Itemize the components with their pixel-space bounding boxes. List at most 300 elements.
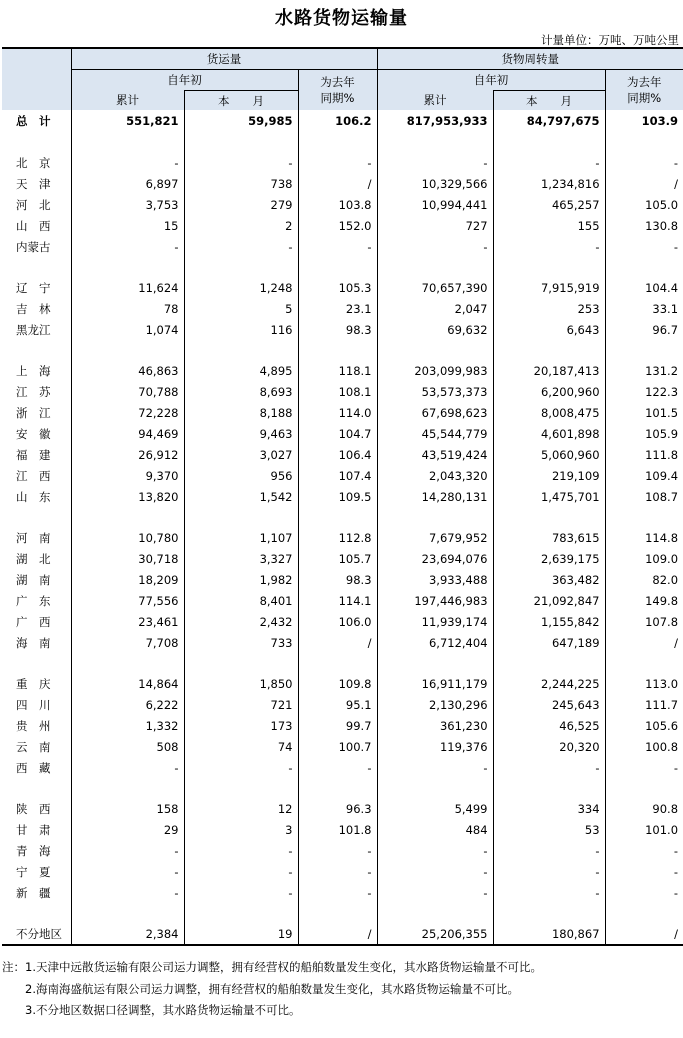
turnover-yoy-cell: 101.0 bbox=[605, 819, 683, 840]
region-name: 山 东 bbox=[16, 489, 51, 504]
turnover-yoy-cell: 101.5 bbox=[605, 402, 683, 423]
region-name: 西 藏 bbox=[16, 760, 51, 775]
table-row bbox=[2, 840, 683, 861]
freight-yoy-cell: / bbox=[298, 632, 377, 653]
region-name: 山 西 bbox=[16, 218, 51, 233]
region-name: 辽 宁 bbox=[16, 280, 51, 295]
region-name: 吉 林 bbox=[16, 301, 51, 316]
freight-yoy-cell: 109.8 bbox=[298, 673, 377, 694]
table-row bbox=[2, 819, 683, 840]
spacer-cell bbox=[2, 778, 71, 798]
turnover-yoy-cell: 111.7 bbox=[605, 694, 683, 715]
region-name: 上 海 bbox=[16, 363, 51, 378]
page-title: 水路货物运输量 bbox=[275, 8, 408, 29]
footnote-2: 2.海南海盛航运有限公司运力调整，拥有经营权的船舶数量发生变化，其水路货物运输量不可比。 bbox=[2, 981, 519, 996]
region-name: 湖 北 bbox=[16, 551, 51, 566]
freight-ytd-cell: 18,209 bbox=[71, 569, 184, 590]
header-yoy-line2: 同期% bbox=[320, 91, 355, 105]
turnover-month-cell: 84,797,675 bbox=[493, 110, 605, 132]
spacer-row bbox=[2, 903, 683, 923]
freight-month-cell: 116 bbox=[184, 319, 298, 340]
freight-yoy-cell: 152.0 bbox=[298, 215, 377, 236]
freight-yoy-cell: - bbox=[298, 757, 377, 778]
table-row bbox=[2, 402, 683, 423]
region-name: 内蒙古 bbox=[16, 239, 51, 254]
freight-yoy-cell: 105.3 bbox=[298, 277, 377, 298]
freight-yoy-cell: 96.3 bbox=[298, 798, 377, 819]
table-row bbox=[2, 194, 683, 215]
footnote-1: 注：1.天津中远散货运输有限公司运力调整，拥有经营权的船舶数量发生变化，其水路货物运输量不可比。 bbox=[2, 960, 542, 974]
turnover-month-cell: - bbox=[493, 152, 605, 173]
turnover-ytd-cell: 25,206,355 bbox=[377, 923, 493, 945]
freight-yoy-cell: 100.7 bbox=[298, 736, 377, 757]
table-row bbox=[2, 923, 683, 945]
header-freight-ytd: 自年初 bbox=[71, 70, 298, 91]
spacer-cell bbox=[298, 340, 377, 360]
turnover-yoy-cell: - bbox=[605, 861, 683, 882]
spacer-cell bbox=[184, 903, 298, 923]
table-row bbox=[2, 798, 683, 819]
turnover-yoy-cell: / bbox=[605, 632, 683, 653]
table-row bbox=[2, 569, 683, 590]
freight-ytd-cell: 94,469 bbox=[71, 423, 184, 444]
header-turnover-ytd: 自年初 bbox=[377, 70, 605, 91]
region-name: 陕 西 bbox=[16, 801, 51, 816]
region-name: 黑龙江 bbox=[16, 322, 51, 337]
turnover-ytd-cell: - bbox=[377, 861, 493, 882]
spacer-cell bbox=[2, 903, 71, 923]
turnover-yoy-cell: 33.1 bbox=[605, 298, 683, 319]
turnover-yoy-cell: 130.8 bbox=[605, 215, 683, 236]
turnover-ytd-cell: 10,994,441 bbox=[377, 194, 493, 215]
freight-ytd-cell: 551,821 bbox=[71, 110, 184, 132]
freight-yoy-cell: 108.1 bbox=[298, 381, 377, 402]
spacer-cell bbox=[184, 653, 298, 673]
footnote-3: 3.不分地区数据口径调整，其水路货物运输量不可比。 bbox=[2, 1003, 301, 1017]
freight-ytd-cell: 1,074 bbox=[71, 319, 184, 340]
turnover-ytd-cell: 2,047 bbox=[377, 298, 493, 319]
table-row bbox=[2, 757, 683, 778]
spacer-cell bbox=[298, 778, 377, 798]
turnover-ytd-cell: 727 bbox=[377, 215, 493, 236]
region-name: 甘 肃 bbox=[16, 822, 51, 837]
turnover-ytd-cell: - bbox=[377, 840, 493, 861]
freight-yoy-cell: 106.2 bbox=[298, 110, 377, 132]
table-row bbox=[2, 486, 683, 507]
turnover-ytd-cell: - bbox=[377, 882, 493, 903]
table-row bbox=[2, 152, 683, 173]
turnover-month-cell: 20,320 bbox=[493, 736, 605, 757]
spacer-cell bbox=[493, 653, 605, 673]
freight-month-cell: 5 bbox=[184, 298, 298, 319]
freight-ytd-cell: - bbox=[71, 861, 184, 882]
region-name: 江 苏 bbox=[16, 384, 51, 399]
turnover-yoy-cell: 109.4 bbox=[605, 465, 683, 486]
freight-month-cell: 8,401 bbox=[184, 590, 298, 611]
freight-yoy-cell: 105.7 bbox=[298, 548, 377, 569]
turnover-ytd-cell: 3,933,488 bbox=[377, 569, 493, 590]
freight-yoy-cell: 107.4 bbox=[298, 465, 377, 486]
freight-month-cell: 12 bbox=[184, 798, 298, 819]
spacer-cell bbox=[298, 257, 377, 277]
freight-yoy-cell: / bbox=[298, 173, 377, 194]
spacer-cell bbox=[605, 132, 683, 152]
turnover-yoy-cell: 109.0 bbox=[605, 548, 683, 569]
spacer-cell bbox=[605, 778, 683, 798]
turnover-month-cell: 253 bbox=[493, 298, 605, 319]
table-row bbox=[2, 694, 683, 715]
turnover-yoy-cell: 96.7 bbox=[605, 319, 683, 340]
region-name: 江 西 bbox=[16, 468, 51, 483]
freight-yoy-cell: 106.4 bbox=[298, 444, 377, 465]
turnover-ytd-cell: - bbox=[377, 152, 493, 173]
turnover-month-cell: 647,189 bbox=[493, 632, 605, 653]
spacer-cell bbox=[377, 653, 493, 673]
freight-yoy-cell: 106.0 bbox=[298, 611, 377, 632]
spacer-cell bbox=[184, 778, 298, 798]
turnover-month-cell: 2,639,175 bbox=[493, 548, 605, 569]
freight-yoy-cell: - bbox=[298, 236, 377, 257]
freight-month-cell: 1,982 bbox=[184, 569, 298, 590]
freight-ytd-cell: 11,624 bbox=[71, 277, 184, 298]
spacer-cell bbox=[2, 653, 71, 673]
table-row bbox=[2, 298, 683, 319]
turnover-month-cell: 46,525 bbox=[493, 715, 605, 736]
region-name: 浙 江 bbox=[16, 405, 51, 420]
freight-month-cell: 721 bbox=[184, 694, 298, 715]
spacer-cell bbox=[377, 507, 493, 527]
spacer-cell bbox=[377, 257, 493, 277]
spacer-cell bbox=[377, 132, 493, 152]
spacer-cell bbox=[184, 257, 298, 277]
turnover-yoy-cell: 104.4 bbox=[605, 277, 683, 298]
turnover-month-cell: 53 bbox=[493, 819, 605, 840]
freight-ytd-cell: 9,370 bbox=[71, 465, 184, 486]
turnover-yoy-cell: - bbox=[605, 236, 683, 257]
spacer-row bbox=[2, 257, 683, 277]
turnover-yoy-cell: 103.9 bbox=[605, 110, 683, 132]
turnover-month-cell: 155 bbox=[493, 215, 605, 236]
freight-month-cell: 59,985 bbox=[184, 110, 298, 132]
turnover-ytd-cell: 6,712,404 bbox=[377, 632, 493, 653]
freight-ytd-cell: 14,864 bbox=[71, 673, 184, 694]
freight-table bbox=[2, 47, 683, 946]
freight-yoy-cell: 23.1 bbox=[298, 298, 377, 319]
turnover-yoy-cell: 108.7 bbox=[605, 486, 683, 507]
turnover-ytd-cell: 197,446,983 bbox=[377, 590, 493, 611]
table-row bbox=[2, 423, 683, 444]
freight-month-cell: 19 bbox=[184, 923, 298, 945]
turnover-yoy-cell: 105.0 bbox=[605, 194, 683, 215]
freight-yoy-cell: / bbox=[298, 923, 377, 945]
turnover-yoy-cell: / bbox=[605, 923, 683, 945]
freight-ytd-cell: 26,912 bbox=[71, 444, 184, 465]
spacer-cell bbox=[71, 257, 184, 277]
turnover-yoy-cell: 100.8 bbox=[605, 736, 683, 757]
freight-month-cell: 4,895 bbox=[184, 360, 298, 381]
spacer-cell bbox=[71, 132, 184, 152]
turnover-yoy-cell: 114.8 bbox=[605, 527, 683, 548]
region-name: 重 庆 bbox=[16, 676, 51, 691]
spacer-cell bbox=[298, 653, 377, 673]
table-row bbox=[2, 465, 683, 486]
turnover-yoy-cell: 105.9 bbox=[605, 423, 683, 444]
freight-ytd-cell: 6,897 bbox=[71, 173, 184, 194]
freight-yoy-cell: - bbox=[298, 840, 377, 861]
freight-yoy-cell: 114.1 bbox=[298, 590, 377, 611]
turnover-month-cell: - bbox=[493, 757, 605, 778]
turnover-ytd-cell: - bbox=[377, 236, 493, 257]
spacer-cell bbox=[493, 132, 605, 152]
turnover-month-cell: 1,234,816 bbox=[493, 173, 605, 194]
region-name: 海 南 bbox=[16, 635, 51, 650]
turnover-ytd-cell: 2,130,296 bbox=[377, 694, 493, 715]
turnover-month-cell: 4,601,898 bbox=[493, 423, 605, 444]
freight-month-cell: 1,107 bbox=[184, 527, 298, 548]
freight-month-cell: 2,432 bbox=[184, 611, 298, 632]
turnover-month-cell: 363,482 bbox=[493, 569, 605, 590]
table-row bbox=[2, 173, 683, 194]
freight-yoy-cell: 98.3 bbox=[298, 569, 377, 590]
region-name: 云 南 bbox=[16, 739, 51, 754]
spacer-cell bbox=[493, 507, 605, 527]
freight-yoy-cell: 109.5 bbox=[298, 486, 377, 507]
freight-ytd-cell: 15 bbox=[71, 215, 184, 236]
header-turnover: 货物周转量 bbox=[377, 48, 683, 70]
region-name: 安 徽 bbox=[16, 426, 51, 441]
turnover-ytd-cell: 119,376 bbox=[377, 736, 493, 757]
freight-month-cell: 74 bbox=[184, 736, 298, 757]
header-turnover-cumulative: 累计 bbox=[377, 91, 493, 111]
turnover-ytd-cell: 67,698,623 bbox=[377, 402, 493, 423]
spacer-cell bbox=[2, 340, 71, 360]
spacer-cell bbox=[71, 778, 184, 798]
table-row bbox=[2, 360, 683, 381]
turnover-month-cell: 2,244,225 bbox=[493, 673, 605, 694]
spacer-row bbox=[2, 132, 683, 152]
turnover-yoy-cell: 90.8 bbox=[605, 798, 683, 819]
freight-ytd-cell: 78 bbox=[71, 298, 184, 319]
turnover-ytd-cell: 203,099,983 bbox=[377, 360, 493, 381]
unit-label: 计量单位：万吨、万吨公里 bbox=[541, 33, 679, 47]
spacer-cell bbox=[71, 653, 184, 673]
freight-ytd-cell: - bbox=[71, 882, 184, 903]
header-yoy-line1: 为去年 bbox=[320, 75, 355, 89]
spacer-cell bbox=[377, 340, 493, 360]
freight-month-cell: - bbox=[184, 152, 298, 173]
freight-ytd-cell: 72,228 bbox=[71, 402, 184, 423]
freight-ytd-cell: 23,461 bbox=[71, 611, 184, 632]
table-row bbox=[2, 882, 683, 903]
table-row bbox=[2, 277, 683, 298]
freight-month-cell: 3 bbox=[184, 819, 298, 840]
table-row bbox=[2, 527, 683, 548]
region-name: 总 计 bbox=[16, 114, 51, 128]
turnover-yoy-cell: 122.3 bbox=[605, 381, 683, 402]
turnover-ytd-cell: - bbox=[377, 757, 493, 778]
freight-month-cell: 173 bbox=[184, 715, 298, 736]
region-name: 青 海 bbox=[16, 843, 51, 858]
spacer-cell bbox=[605, 340, 683, 360]
table-row bbox=[2, 548, 683, 569]
freight-month-cell: 8,188 bbox=[184, 402, 298, 423]
spacer-cell bbox=[605, 507, 683, 527]
freight-ytd-cell: 30,718 bbox=[71, 548, 184, 569]
freight-ytd-cell: 508 bbox=[71, 736, 184, 757]
freight-yoy-cell: 103.8 bbox=[298, 194, 377, 215]
turnover-ytd-cell: 43,519,424 bbox=[377, 444, 493, 465]
header-turnover-month: 本 月 bbox=[493, 91, 605, 111]
turnover-ytd-cell: 7,679,952 bbox=[377, 527, 493, 548]
turnover-month-cell: 7,915,919 bbox=[493, 277, 605, 298]
freight-ytd-cell: - bbox=[71, 236, 184, 257]
turnover-month-cell: 180,867 bbox=[493, 923, 605, 945]
region-name: 天 津 bbox=[16, 176, 51, 191]
turnover-ytd-cell: 70,657,390 bbox=[377, 277, 493, 298]
freight-month-cell: 3,327 bbox=[184, 548, 298, 569]
spacer-row bbox=[2, 778, 683, 798]
turnover-month-cell: 219,109 bbox=[493, 465, 605, 486]
turnover-yoy-cell: 107.8 bbox=[605, 611, 683, 632]
spacer-cell bbox=[298, 132, 377, 152]
spacer-cell bbox=[184, 340, 298, 360]
spacer-cell bbox=[298, 903, 377, 923]
turnover-month-cell: 5,060,960 bbox=[493, 444, 605, 465]
freight-month-cell: - bbox=[184, 840, 298, 861]
table-row bbox=[2, 590, 683, 611]
spacer-cell bbox=[493, 903, 605, 923]
freight-month-cell: - bbox=[184, 236, 298, 257]
freight-yoy-cell: 104.7 bbox=[298, 423, 377, 444]
spacer-row bbox=[2, 340, 683, 360]
freight-month-cell: - bbox=[184, 882, 298, 903]
freight-ytd-cell: 158 bbox=[71, 798, 184, 819]
spacer-cell bbox=[184, 507, 298, 527]
region-name: 河 北 bbox=[16, 197, 51, 212]
turnover-month-cell: 6,643 bbox=[493, 319, 605, 340]
spacer-cell bbox=[2, 507, 71, 527]
spacer-row bbox=[2, 653, 683, 673]
freight-ytd-cell: 1,332 bbox=[71, 715, 184, 736]
turnover-month-cell: - bbox=[493, 861, 605, 882]
freight-ytd-cell: - bbox=[71, 757, 184, 778]
turnover-yoy-cell: 105.6 bbox=[605, 715, 683, 736]
table-row bbox=[2, 715, 683, 736]
freight-ytd-cell: 70,788 bbox=[71, 381, 184, 402]
turnover-month-cell: 20,187,413 bbox=[493, 360, 605, 381]
table-row bbox=[2, 673, 683, 694]
freight-yoy-cell: 101.8 bbox=[298, 819, 377, 840]
spacer-cell bbox=[493, 257, 605, 277]
turnover-ytd-cell: 45,544,779 bbox=[377, 423, 493, 444]
turnover-month-cell: 783,615 bbox=[493, 527, 605, 548]
table-row bbox=[2, 319, 683, 340]
freight-month-cell: 8,693 bbox=[184, 381, 298, 402]
freight-yoy-cell: 99.7 bbox=[298, 715, 377, 736]
turnover-month-cell: 1,155,842 bbox=[493, 611, 605, 632]
table-header bbox=[2, 48, 683, 110]
region-name: 不分地区 bbox=[2, 923, 71, 945]
freight-ytd-cell: - bbox=[71, 840, 184, 861]
turnover-ytd-cell: 11,939,174 bbox=[377, 611, 493, 632]
region-name: 广 东 bbox=[16, 593, 51, 608]
freight-ytd-cell: 3,753 bbox=[71, 194, 184, 215]
turnover-ytd-cell: 5,499 bbox=[377, 798, 493, 819]
turnover-yoy-cell: - bbox=[605, 152, 683, 173]
region-name: 河 南 bbox=[16, 530, 51, 545]
header-yoy-line1: 为去年 bbox=[627, 75, 662, 89]
turnover-ytd-cell: 484 bbox=[377, 819, 493, 840]
table-row bbox=[2, 632, 683, 653]
region-name: 宁 夏 bbox=[16, 864, 51, 879]
turnover-month-cell: - bbox=[493, 882, 605, 903]
freight-ytd-cell: 29 bbox=[71, 819, 184, 840]
region-name: 湖 南 bbox=[16, 572, 51, 587]
freight-ytd-cell: - bbox=[71, 152, 184, 173]
freight-month-cell: 279 bbox=[184, 194, 298, 215]
table-row bbox=[2, 236, 683, 257]
turnover-ytd-cell: 69,632 bbox=[377, 319, 493, 340]
freight-yoy-cell: 114.0 bbox=[298, 402, 377, 423]
footnotes bbox=[2, 957, 542, 1022]
header-freight-month: 本 月 bbox=[184, 91, 298, 111]
freight-yoy-cell: - bbox=[298, 152, 377, 173]
header-region-cell bbox=[2, 48, 71, 110]
freight-yoy-cell: - bbox=[298, 882, 377, 903]
turnover-month-cell: 1,475,701 bbox=[493, 486, 605, 507]
freight-month-cell: 9,463 bbox=[184, 423, 298, 444]
freight-ytd-cell: 2,384 bbox=[71, 923, 184, 945]
freight-month-cell: 1,542 bbox=[184, 486, 298, 507]
turnover-month-cell: 245,643 bbox=[493, 694, 605, 715]
spacer-cell bbox=[2, 257, 71, 277]
freight-yoy-cell: 98.3 bbox=[298, 319, 377, 340]
turnover-ytd-cell: 817,953,933 bbox=[377, 110, 493, 132]
spacer-cell bbox=[605, 257, 683, 277]
region-name: 福 建 bbox=[16, 447, 51, 462]
spacer-cell bbox=[298, 507, 377, 527]
freight-ytd-cell: 46,863 bbox=[71, 360, 184, 381]
freight-month-cell: - bbox=[184, 757, 298, 778]
freight-month-cell: 3,027 bbox=[184, 444, 298, 465]
freight-ytd-cell: 10,780 bbox=[71, 527, 184, 548]
spacer-cell bbox=[71, 340, 184, 360]
freight-month-cell: 738 bbox=[184, 173, 298, 194]
turnover-yoy-cell: 149.8 bbox=[605, 590, 683, 611]
header-freight-cumulative: 累计 bbox=[71, 91, 184, 111]
spacer-cell bbox=[377, 778, 493, 798]
region-name: 新 疆 bbox=[16, 885, 51, 900]
turnover-yoy-cell: / bbox=[605, 173, 683, 194]
freight-yoy-cell: 118.1 bbox=[298, 360, 377, 381]
freight-ytd-cell: 7,708 bbox=[71, 632, 184, 653]
freight-yoy-cell: 95.1 bbox=[298, 694, 377, 715]
freight-month-cell: 1,850 bbox=[184, 673, 298, 694]
freight-month-cell: 956 bbox=[184, 465, 298, 486]
turnover-yoy-cell: 111.8 bbox=[605, 444, 683, 465]
turnover-ytd-cell: 53,573,373 bbox=[377, 381, 493, 402]
turnover-yoy-cell: 82.0 bbox=[605, 569, 683, 590]
header-freight: 货运量 bbox=[71, 48, 377, 70]
turnover-yoy-cell: - bbox=[605, 882, 683, 903]
freight-month-cell: 2 bbox=[184, 215, 298, 236]
table-row bbox=[2, 215, 683, 236]
turnover-month-cell: 465,257 bbox=[493, 194, 605, 215]
turnover-ytd-cell: 361,230 bbox=[377, 715, 493, 736]
freight-month-cell: 733 bbox=[184, 632, 298, 653]
table-row bbox=[2, 861, 683, 882]
region-name: 贵 州 bbox=[16, 718, 51, 733]
